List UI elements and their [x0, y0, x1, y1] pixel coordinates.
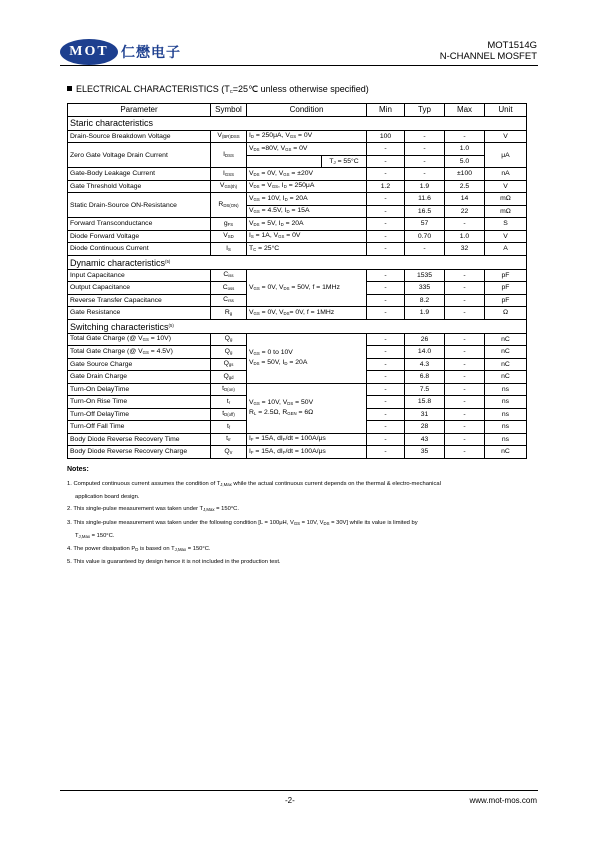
- table-row: [68, 168, 527, 181]
- typ-cell: 7.5: [405, 383, 445, 396]
- electrical-characteristics-table: [67, 103, 527, 459]
- unit-cell: mΩ: [485, 193, 527, 206]
- param-cell: Gate-Body Leakage Current: [68, 168, 211, 181]
- column-header: Typ: [405, 104, 445, 117]
- unit-cell: ns: [485, 408, 527, 421]
- min-cell: -: [367, 269, 405, 282]
- company-logo: [60, 39, 181, 65]
- unit-cell: pF: [485, 282, 527, 295]
- condition-cell: $T_J = 55^\circ C$: [321, 156, 366, 167]
- param-cell: Body Diode Reverse Recovery Time: [68, 433, 211, 446]
- unit-cell: ns: [485, 383, 527, 396]
- table-row: [68, 307, 527, 320]
- max-cell: -: [445, 433, 485, 446]
- max-cell: 1.0: [445, 230, 485, 243]
- min-cell: -: [367, 155, 405, 168]
- min-cell: -: [367, 408, 405, 421]
- note-1-cont: application board design.: [75, 494, 140, 501]
- note-3-cont: $T_{J,Max} = 150^\circ C$.: [75, 532, 115, 539]
- min-cell: -: [367, 383, 405, 396]
- typ-cell: 16.5: [405, 205, 445, 218]
- min-cell: -: [367, 433, 405, 446]
- symbol-cell: $t_{rr}$: [211, 433, 247, 446]
- param-cell: Turn-On DelayTime: [68, 383, 211, 396]
- table-row: [68, 193, 527, 206]
- section-row-dynamic: [68, 255, 527, 269]
- typ-cell: -: [405, 243, 445, 256]
- column-header: Parameter: [68, 104, 211, 117]
- symbol-cell: $V_{SD}$: [211, 230, 247, 243]
- param-cell: Total Gate Charge (@ $V_{GS} = 4.5V$): [68, 346, 211, 359]
- condition-cell: $I_F = 15A$, $dI_F/dt = 100A/\mu s$: [247, 433, 367, 446]
- typ-cell: -: [405, 155, 445, 168]
- unit-cell: mΩ: [485, 205, 527, 218]
- typ-cell: 1535: [405, 269, 445, 282]
- unit-cell: ns: [485, 433, 527, 446]
- table-row: [68, 446, 527, 459]
- max-cell: 5.0: [445, 155, 485, 168]
- unit-cell: A: [485, 243, 527, 256]
- symbol-cell: $R_{DS(ON)}$: [211, 193, 247, 218]
- table-row: [68, 230, 527, 243]
- param-cell: Total Gate Charge (@ $V_{GS} = 10V$): [68, 333, 211, 346]
- min-cell: -: [367, 333, 405, 346]
- param-cell: Diode Forward Voltage: [68, 230, 211, 243]
- typ-cell: 1.9: [405, 307, 445, 320]
- section-label: Switching characteristics$^{(5)}$: [68, 319, 527, 333]
- param-cell: Body Diode Reverse Recovery Charge: [68, 446, 211, 459]
- note-1: 1. Computed continuous current assumes the condition of $T_{J,Max}$ while the actual continuous current depends on the thermal & electro-mechanical: [67, 481, 441, 487]
- symbol-cell: $t_f$: [211, 421, 247, 434]
- table-row: [68, 269, 527, 282]
- logo-chinese-name: 仁懋电子: [121, 44, 181, 60]
- condition-cell: $V_{DS} = V_{GS}$, $I_D = 250\mu A$: [247, 180, 367, 193]
- typ-cell: 0.70: [405, 230, 445, 243]
- condition-cell: $I_S = 1A$, $V_{GS} = 0V$: [247, 230, 367, 243]
- symbol-cell: $I_{DSS}$: [211, 143, 247, 168]
- table-row: [68, 130, 527, 143]
- max-cell: -: [445, 383, 485, 396]
- typ-cell: 57: [405, 218, 445, 231]
- condition-cell: $I_F = 15A$, $dI_F/dt = 100A/\mu s$: [247, 446, 367, 459]
- unit-cell: nC: [485, 446, 527, 459]
- symbol-cell: $C_{rss}$: [211, 294, 247, 307]
- footer-url[interactable]: www.mot-mos.com: [469, 796, 537, 805]
- condition-cell: $V_{GS} = 4.5V$, $I_D = 15A$: [247, 205, 367, 218]
- symbol-cell: $g_{FS}$: [211, 218, 247, 231]
- bullet-square-icon: [67, 86, 72, 91]
- min-cell: -: [367, 218, 405, 231]
- unit-cell: nC: [485, 371, 527, 384]
- condition-cell: $V_{GS} = 10V$, $I_D = 20A$: [247, 193, 367, 206]
- param-cell: Turn-Off Fall Time: [68, 421, 211, 434]
- typ-cell: 35: [405, 446, 445, 459]
- table-row: [68, 180, 527, 193]
- condition-cell: $V_{DS} =80V$, $V_{GS} = 0V$: [247, 143, 367, 156]
- param-cell: Forward Transconductance: [68, 218, 211, 231]
- min-cell: -: [367, 205, 405, 218]
- table-row: [68, 243, 527, 256]
- unit-cell: nA: [485, 168, 527, 181]
- notes-title: Notes:: [67, 466, 89, 473]
- symbol-cell: $R_g$: [211, 307, 247, 320]
- logo-oval: [60, 39, 118, 65]
- symbol-cell: $t_r$: [211, 396, 247, 409]
- symbol-cell: $C_{oss}$: [211, 282, 247, 295]
- device-type: N-CHANNEL MOSFET: [439, 51, 537, 62]
- header-right: [440, 40, 537, 62]
- min-cell: -: [367, 168, 405, 181]
- unit-cell: nC: [485, 346, 527, 359]
- unit-cell: S: [485, 218, 527, 231]
- table-header-row: [68, 104, 527, 117]
- min-cell: -: [367, 143, 405, 156]
- max-cell: -: [445, 269, 485, 282]
- symbol-cell: $V_{GS(th)}$: [211, 180, 247, 193]
- section-title: ELECTRICAL CHARACTERISTICS ($T_C=25℃$ unless otherwise specified): [67, 84, 369, 95]
- unit-cell: μA: [485, 143, 527, 168]
- max-cell: 14: [445, 193, 485, 206]
- param-cell: Diode Continuous Current: [68, 243, 211, 256]
- notes-section: [67, 463, 527, 568]
- condition-cell: $T_C = 25^\circ C$: [247, 243, 367, 256]
- table-row: [68, 433, 527, 446]
- note-2: 2. This single-pulse measurement was taken under $T_{J,Max} = 150^\circ C$.: [67, 506, 239, 513]
- max-cell: -: [445, 346, 485, 359]
- note-5: 5. This value is guaranteed by design hence it is not included in the production test.: [67, 559, 281, 566]
- section-label: Staric characteristics: [68, 116, 527, 130]
- typ-cell: 335: [405, 282, 445, 295]
- table-row: [68, 333, 527, 346]
- column-header: Min: [367, 104, 405, 117]
- typ-cell: 11.6: [405, 193, 445, 206]
- typ-cell: 15.8: [405, 396, 445, 409]
- symbol-cell: $Q_{gs}$: [211, 358, 247, 371]
- param-cell: Gate Threshold Voltage: [68, 180, 211, 193]
- param-cell: Static Drain-Source ON-Resistance: [68, 193, 211, 218]
- param-cell: Drain-Source Breakdown Voltage: [68, 130, 211, 143]
- unit-cell: ns: [485, 396, 527, 409]
- max-cell: -: [445, 282, 485, 295]
- max-cell: 2.5: [445, 180, 485, 193]
- logo-text: MOT: [69, 44, 109, 59]
- table-row: [68, 383, 527, 396]
- section-row-switching: [68, 319, 527, 333]
- unit-cell: pF: [485, 269, 527, 282]
- symbol-cell: $I_{GSS}$: [211, 168, 247, 181]
- unit-cell: V: [485, 130, 527, 143]
- min-cell: -: [367, 193, 405, 206]
- unit-cell: nC: [485, 358, 527, 371]
- min-cell: -: [367, 282, 405, 295]
- condition-cell: $V_{DS} = 5V$, $I_D = 20A$: [247, 218, 367, 231]
- param-cell: Gate Resistance: [68, 307, 211, 320]
- param-cell: Gate Drain Charge: [68, 371, 211, 384]
- unit-cell: V: [485, 230, 527, 243]
- section-row-static: [68, 116, 527, 130]
- header-rule: [60, 65, 538, 66]
- condition-cell: $V_{GS} = 0V$, $V_{DS}= 0V$, f = 1MHz: [247, 307, 367, 320]
- max-cell: -: [445, 218, 485, 231]
- min-cell: -: [367, 396, 405, 409]
- typ-cell: 28: [405, 421, 445, 434]
- column-header: Unit: [485, 104, 527, 117]
- max-cell: -: [445, 358, 485, 371]
- condition-cell: $V_{GS} = 0$ to 10V $V_{DS} = 50V$, $I_D = 20A$: [247, 333, 367, 383]
- condition-cell: $V_{GS} = 10V$, $V_{DS} = 50V$ $R_L = 2.5\Omega$, $R_{GEN} = 6\Omega$: [247, 383, 367, 433]
- note-3: 3. This single-pulse measurement was taken under the following condition [L = 100μH, $V_{GS} = 10V$, $V_{DS} = 30V$] while its value is limited by: [67, 519, 418, 526]
- symbol-cell: $t_{D(on)}$: [211, 383, 247, 396]
- unit-cell: ns: [485, 421, 527, 434]
- symbol-cell: $V_{(BR)DSS}$: [211, 130, 247, 143]
- min-cell: -: [367, 307, 405, 320]
- param-cell: Input Capacitance: [68, 269, 211, 282]
- param-cell: Gate Source Charge: [68, 358, 211, 371]
- max-cell: ±100: [445, 168, 485, 181]
- condition-cell: $V_{GS} = 0V$, $V_{DS} = 50V$, f = 1MHz: [247, 269, 367, 307]
- min-cell: -: [367, 446, 405, 459]
- max-cell: -: [445, 333, 485, 346]
- footer-rule: [60, 790, 538, 791]
- typ-cell: 1.9: [405, 180, 445, 193]
- symbol-cell: $Q_{rr}$: [211, 446, 247, 459]
- typ-cell: 8.2: [405, 294, 445, 307]
- symbol-cell: $Q_g$: [211, 346, 247, 359]
- min-cell: -: [367, 358, 405, 371]
- max-cell: -: [445, 294, 485, 307]
- unit-cell: pF: [485, 294, 527, 307]
- symbol-cell: $I_S$: [211, 243, 247, 256]
- param-cell: Zero Gate Voltage Drain Current: [68, 143, 211, 168]
- param-cell: Turn-Off DelayTime: [68, 408, 211, 421]
- min-cell: -: [367, 243, 405, 256]
- unit-cell: V: [485, 180, 527, 193]
- typ-cell: 6.8: [405, 371, 445, 384]
- min-cell: 1.2: [367, 180, 405, 193]
- min-cell: -: [367, 346, 405, 359]
- unit-cell: nC: [485, 333, 527, 346]
- condition-cell: $I_D = 250\mu A$, $V_{GS} = 0V$: [247, 130, 367, 143]
- max-cell: 32: [445, 243, 485, 256]
- table-row: [68, 143, 527, 156]
- max-cell: -: [445, 396, 485, 409]
- symbol-cell: $Q_g$: [211, 333, 247, 346]
- min-cell: -: [367, 371, 405, 384]
- max-cell: -: [445, 307, 485, 320]
- typ-cell: -: [405, 130, 445, 143]
- max-cell: -: [445, 446, 485, 459]
- param-cell: Turn-On Rise Time: [68, 396, 211, 409]
- max-cell: -: [445, 408, 485, 421]
- max-cell: -: [445, 421, 485, 434]
- max-cell: 22: [445, 205, 485, 218]
- symbol-cell: $Q_{gd}$: [211, 371, 247, 384]
- column-header: Max: [445, 104, 485, 117]
- symbol-cell: $C_{iss}$: [211, 269, 247, 282]
- note-4: 4. The power dissipation $P_D$ is based on $T_{J,Max} = 150^\circ C$.: [67, 546, 211, 553]
- condition-cell: $V_{DS} = 0V$, $V_{GS} = \pm 20V$: [247, 168, 367, 181]
- page-number: -2-: [285, 796, 295, 805]
- typ-cell: 26: [405, 333, 445, 346]
- max-cell: -: [445, 371, 485, 384]
- typ-cell: 31: [405, 408, 445, 421]
- min-cell: -: [367, 294, 405, 307]
- typ-cell: 14.0: [405, 346, 445, 359]
- table-row: [68, 218, 527, 231]
- param-cell: Reverse Transfer Capacitance: [68, 294, 211, 307]
- typ-cell: -: [405, 143, 445, 156]
- max-cell: -: [445, 130, 485, 143]
- part-number: MOT1514G: [487, 40, 537, 51]
- typ-cell: 43: [405, 433, 445, 446]
- section-label: Dynamic characteristics$^{(5)}$: [68, 255, 527, 269]
- max-cell: 1.0: [445, 143, 485, 156]
- unit-cell: Ω: [485, 307, 527, 320]
- min-cell: -: [367, 421, 405, 434]
- min-cell: 100: [367, 130, 405, 143]
- min-cell: -: [367, 230, 405, 243]
- typ-cell: 4.3: [405, 358, 445, 371]
- param-cell: Output Capacitance: [68, 282, 211, 295]
- column-header: Condition: [247, 104, 367, 117]
- symbol-cell: $t_{D(off)}$: [211, 408, 247, 421]
- typ-cell: -: [405, 168, 445, 181]
- column-header: Symbol: [211, 104, 247, 117]
